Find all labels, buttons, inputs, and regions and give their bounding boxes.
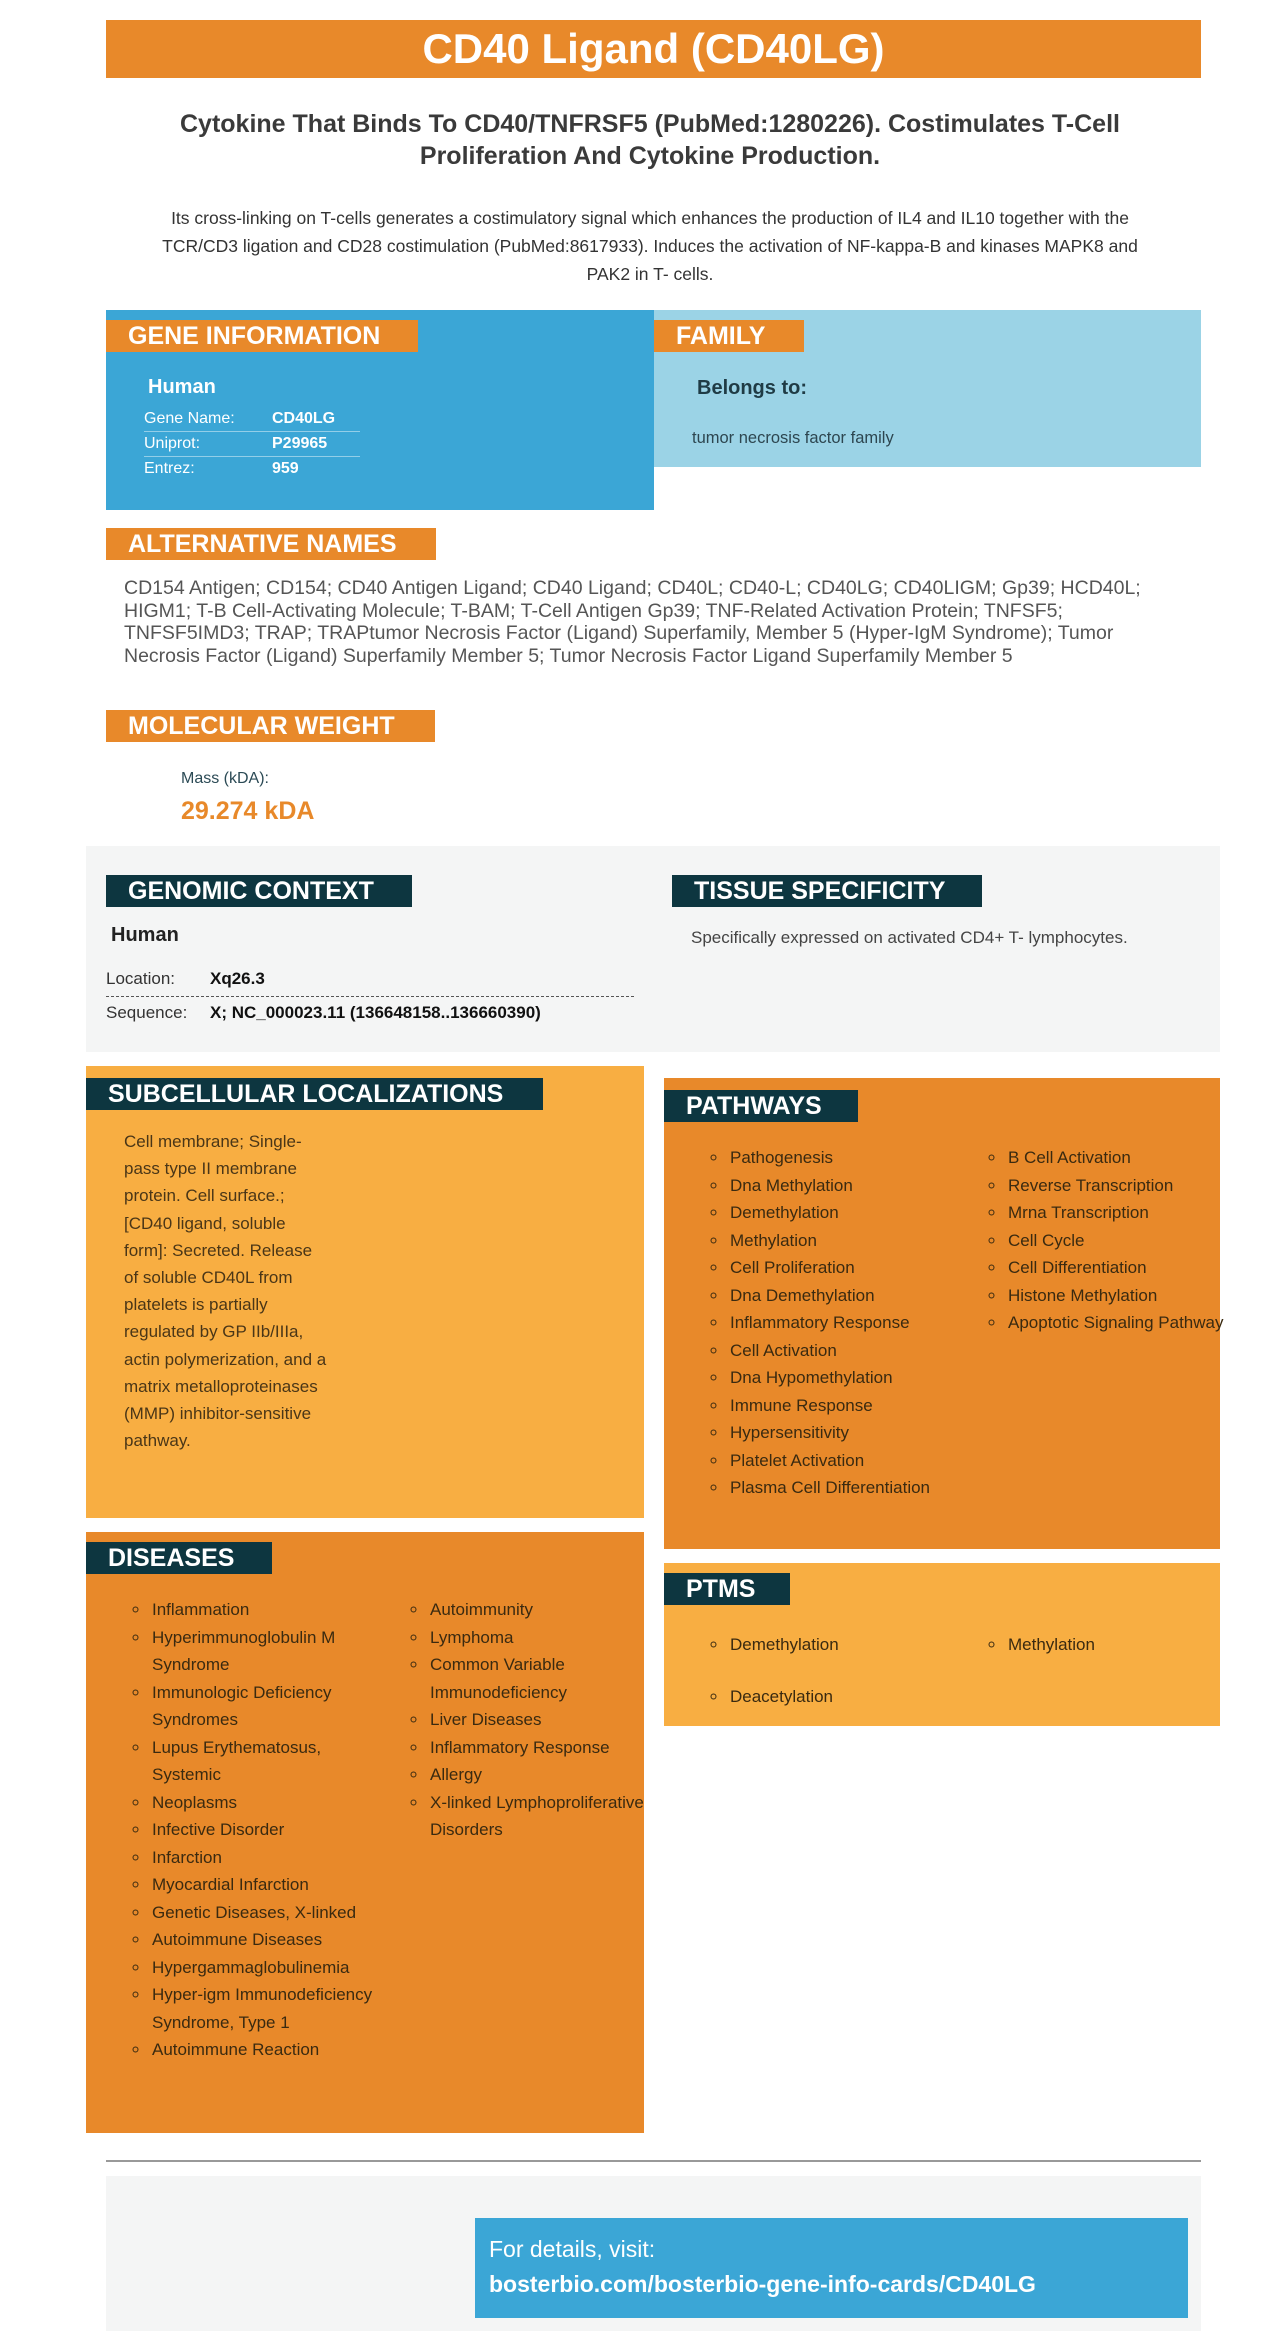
- list-item: ◦ Neoplasms: [150, 1789, 376, 1817]
- subcellular-panel: [86, 1066, 644, 1518]
- page-subtitle: Cytokine That Binds To CD40/TNFRSF5 (PubMed:1280226). Costimulates T-Cell Proliferation And Cytokine Production.: [180, 110, 1120, 170]
- family-value: tumor necrosis factor family: [692, 429, 894, 447]
- gene-information-heading: GENE INFORMATION: [106, 320, 418, 352]
- list-item: ◦ Histone Methylation: [1006, 1282, 1232, 1310]
- entrez-key: Entrez:: [144, 460, 195, 477]
- tissue-specificity-heading: TISSUE SPECIFICITY: [672, 875, 982, 907]
- sequence-key: Sequence:: [106, 1003, 188, 1022]
- genomic-species: Human: [111, 924, 179, 946]
- list-item: ◦ Inflammation: [150, 1596, 376, 1624]
- details-prompt: For details, visit:: [489, 2236, 656, 2262]
- alternative-names-text: CD154 Antigen; CD154; CD40 Antigen Ligand; CD40 Ligand; CD40L; CD40-L; CD40LG; CD40LIGM; Gp39; HCD40L; HIGM1; T-B Cell-Activating Molecule; T-BAM; T-Cell Antigen Gp39; TNF-Related Activation Protein; TNFSF5; TNFSF5IMD3; TRAP; TRAPtumor Necrosis Factor (Ligand) Superfamily, Member 5 (Hyper-IgM Syndrome); Tumor Necrosis Factor (Ligand) Superfamily Member 5; Tumor Necrosis Factor Ligand Superfamily Member 5: [124, 577, 1141, 667]
- diseases-list-col2: [408, 1596, 648, 1844]
- gene-info-table: [144, 407, 360, 481]
- diseases-list-col1: [130, 1596, 376, 2064]
- gene-information-panel: [106, 310, 654, 510]
- location-value: Xq26.3: [210, 969, 265, 988]
- ptms-list-col2: [986, 1619, 1206, 1671]
- uniprot-key: Uniprot:: [144, 432, 272, 457]
- list-item: ◦ Immunologic Deficiency Syndromes: [150, 1679, 376, 1734]
- subcellular-heading: SUBCELLULAR LOCALIZATIONS: [86, 1078, 543, 1110]
- list-item: ◦ Hyper-igm Immunodeficiency Syndrome, Type 1: [150, 1981, 376, 2036]
- list-item: ◦ Pathogenesis: [728, 1144, 948, 1172]
- list-item: ◦ Hyperimmunoglobulin M Syndrome: [150, 1624, 376, 1679]
- list-item: ◦ Common Variable Immunodeficiency: [428, 1651, 648, 1706]
- list-item: ◦ Infarction: [150, 1844, 376, 1872]
- list-item: ◦ Reverse Transcription: [1006, 1172, 1232, 1200]
- mass-value: 29.274 kDA: [181, 797, 315, 825]
- list-item: ◦ Lymphoma: [428, 1624, 648, 1652]
- table-row: [144, 457, 360, 482]
- location-key: Location:: [106, 969, 175, 988]
- family-panel: [654, 310, 1201, 467]
- page-title: CD40 Ligand (CD40LG): [106, 20, 1201, 78]
- details-link[interactable]: bosterbio.com/bosterbio-gene-info-cards/CD40LG: [489, 2271, 1036, 2297]
- ptms-list-col1: [708, 1619, 948, 1723]
- ptms-heading: PTMS: [664, 1573, 790, 1605]
- ptms-panel: [664, 1563, 1220, 1726]
- subcellular-text: Cell membrane; Single-pass type II membrane protein. Cell surface.; [CD40 ligand, soluble form]: Secreted. Release of soluble CD40L from platelets is partially regulated by GP IIb/IIIa, actin polymerization, and a matrix metalloproteinases (MMP) inhibitor-sensitive pathway.: [124, 1132, 327, 1451]
- list-item: ◦ X-linked Lymphoproliferative Disorders: [428, 1789, 648, 1844]
- list-item: ◦ Dna Demethylation: [728, 1282, 948, 1310]
- list-item: ◦ Myocardial Infarction: [150, 1871, 376, 1899]
- list-item: ◦ Inflammatory Response: [428, 1734, 648, 1762]
- molecular-weight-heading: MOLECULAR WEIGHT: [106, 710, 435, 742]
- list-item: ◦ Cell Cycle: [1006, 1227, 1232, 1255]
- list-item: ◦ Autoimmunity: [428, 1596, 648, 1624]
- list-item: ◦ Autoimmune Diseases: [150, 1926, 376, 1954]
- sequence-row: [106, 998, 634, 1028]
- list-item: ◦ Demethylation: [728, 1199, 948, 1227]
- details-link-card[interactable]: [475, 2218, 1188, 2318]
- list-item: ◦ Plasma Cell Differentiation: [728, 1474, 948, 1502]
- list-item: ◦ Cell Proliferation: [728, 1254, 948, 1282]
- genomic-context-heading: GENOMIC CONTEXT: [106, 875, 412, 907]
- gene-name-value: CD40LG: [272, 407, 360, 432]
- list-item: ◦ Infective Disorder: [150, 1816, 376, 1844]
- list-item: ◦ Liver Diseases: [428, 1706, 648, 1734]
- list-item: ◦ Cell Differentiation: [1006, 1254, 1232, 1282]
- gene-description: Its cross-linking on T-cells generates a costimulatory signal which enhances the production of IL4 and IL10 together with the TCR/CD3 ligation and CD28 costimulation (PubMed:8617933). Induces the activation of NF-kappa-B and kinases MAPK8 and PAK2 in T- cells.: [162, 208, 1138, 284]
- list-item: ◦ Platelet Activation: [728, 1447, 948, 1475]
- gene-species: Human: [148, 376, 216, 398]
- list-item: ◦ Demethylation: [728, 1619, 948, 1671]
- uniprot-value: P29965: [272, 432, 360, 457]
- pathways-heading: PATHWAYS: [664, 1090, 858, 1122]
- list-item: ◦ Hypersensitivity: [728, 1419, 948, 1447]
- list-item: ◦ Autoimmune Reaction: [150, 2036, 376, 2064]
- list-item: ◦ Mrna Transcription: [1006, 1199, 1232, 1227]
- list-item: ◦ Allergy: [428, 1761, 648, 1789]
- list-item: ◦ Cell Activation: [728, 1337, 948, 1365]
- list-item: ◦ Apoptotic Signaling Pathway: [1006, 1309, 1232, 1337]
- table-row: [144, 407, 360, 432]
- gene-name-key: Gene Name:: [144, 407, 272, 432]
- list-item: ◦ Lupus Erythematosus, Systemic: [150, 1734, 376, 1789]
- list-item: ◦ Dna Hypomethylation: [728, 1364, 948, 1392]
- list-item: ◦ Methylation: [1006, 1619, 1206, 1671]
- pathways-panel: [664, 1078, 1224, 1549]
- footer-divider: [106, 2160, 1201, 2162]
- location-row: [106, 964, 634, 997]
- list-item: ◦ B Cell Activation: [1006, 1144, 1232, 1172]
- list-item: ◦ Dna Methylation: [728, 1172, 948, 1200]
- list-item: ◦ Deacetylation: [728, 1671, 948, 1723]
- tissue-specificity-text: Specifically expressed on activated CD4+ T- lymphocytes.: [691, 928, 1128, 947]
- family-label: Belongs to:: [697, 377, 807, 399]
- list-item: ◦ Inflammatory Response: [728, 1309, 948, 1337]
- list-item: ◦ Methylation: [728, 1227, 948, 1255]
- diseases-heading: DISEASES: [86, 1542, 272, 1574]
- list-item: ◦ Genetic Diseases, X-linked: [150, 1899, 376, 1927]
- list-item: ◦ Hypergammaglobulinemia: [150, 1954, 376, 1982]
- sequence-value: X; NC_000023.11 (136648158..136660390): [210, 1003, 541, 1022]
- list-item: ◦ Immune Response: [728, 1392, 948, 1420]
- alternative-names-heading: ALTERNATIVE NAMES: [106, 528, 436, 560]
- pathways-list-col1: [708, 1144, 948, 1502]
- family-heading: FAMILY: [654, 320, 804, 352]
- mass-label: Mass (kDA):: [181, 770, 269, 787]
- entrez-value: 959: [272, 460, 299, 477]
- table-row: [144, 432, 360, 457]
- diseases-panel: [86, 1532, 644, 2133]
- pathways-list-col2: [986, 1144, 1232, 1337]
